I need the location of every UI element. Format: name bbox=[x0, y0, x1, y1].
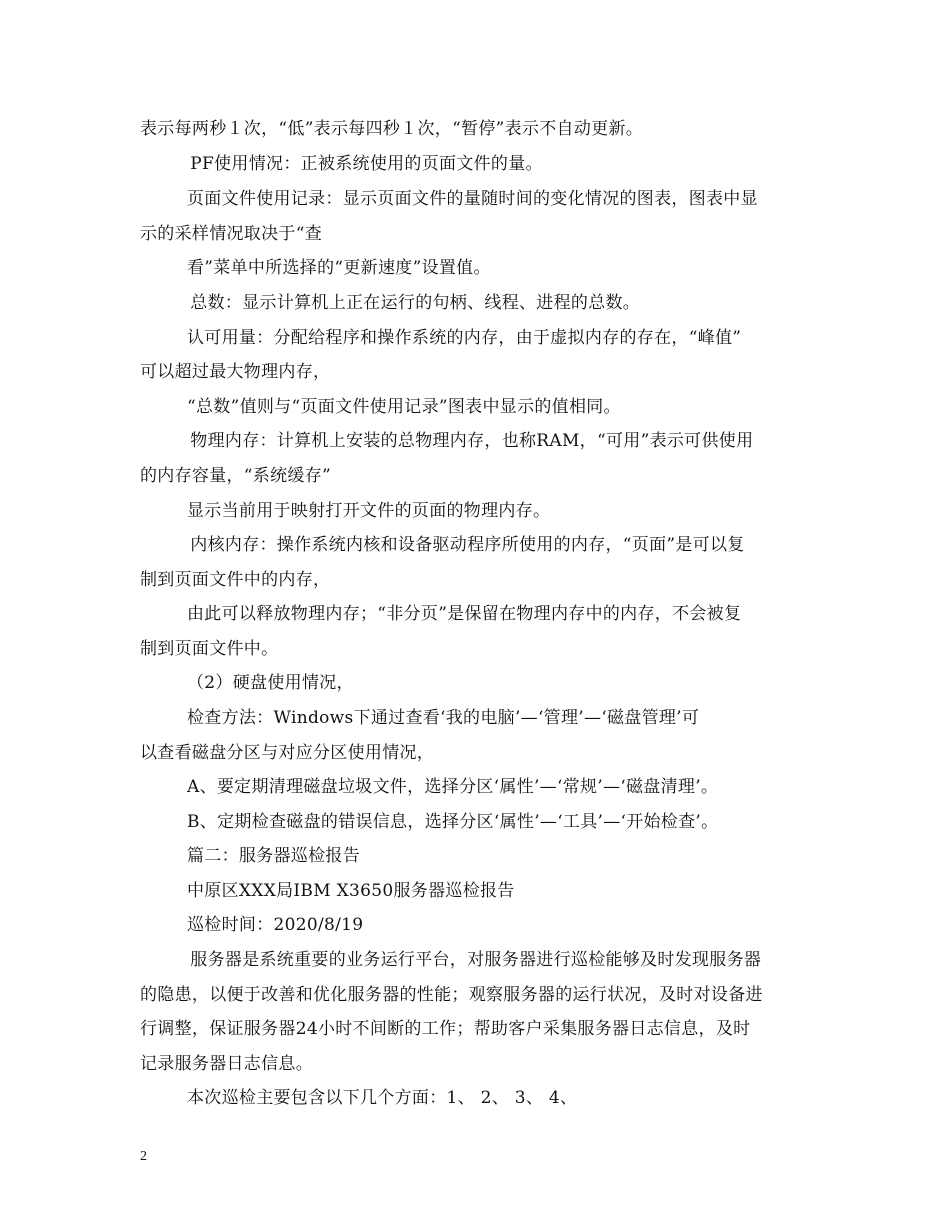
text-line: 的内存容量，“系统缓存” bbox=[140, 466, 331, 486]
text-line: 检查方法：Windows下通过查看‘我的电脑’—‘管理’—‘磁盘管理’可 bbox=[187, 708, 700, 728]
text-line: A、要定期清理磁盘垃圾文件，选择分区‘属性’—‘常规’—‘磁盘清理’。 bbox=[187, 777, 719, 797]
text-line: 制到页面文件中的内存， bbox=[140, 570, 331, 590]
text-line: 以查看磁盘分区与对应分区使用情况， bbox=[140, 743, 435, 763]
text-line: 显示当前用于映射打开文件的页面的物理内存。 bbox=[187, 501, 551, 521]
text-line: “总数”值则与“页面文件使用记录”图表中显示的值相同。 bbox=[187, 397, 621, 417]
text-line: 的隐患，以便于改善和优化服务器的性能；观察服务器的运行状况，及时对设备进 bbox=[140, 985, 763, 1005]
text-line: 由此可以释放物理内存；“非分页”是保留在物理内存中的内存，不会被复 bbox=[187, 604, 742, 624]
inspection-date: 巡检时间：2020/8/19 bbox=[187, 915, 364, 935]
report-title: 中原区XXX局IBM X3650服务器巡检报告 bbox=[187, 881, 515, 901]
text-line: 行调整，保证服务器24小时不间断的工作；帮助客户采集服务器日志信息，及时 bbox=[140, 1019, 751, 1039]
text-line: 示的采样情况取决于“查 bbox=[140, 224, 322, 244]
text-line: 页面文件使用记录：显示页面文件的量随时间的变化情况的图表，图表中显 bbox=[187, 189, 758, 209]
text-line: B、定期检查磁盘的错误信息，选择分区‘属性’—‘工具’—‘开始检查’。 bbox=[187, 812, 719, 832]
text-line: 可以超过最大物理内存， bbox=[140, 362, 331, 382]
text-line: 看”菜单中所选择的“更新速度”设置值。 bbox=[187, 258, 491, 278]
text-line: 表示每两秒１次，“低”表示每四秒１次，“暂停”表示不自动更新。 bbox=[140, 119, 644, 139]
section-heading: 篇二：服务器巡检报告 bbox=[187, 846, 360, 866]
text-line: 内核内存：操作系统内核和设备驱动程序所使用的内存，“页面”是可以复 bbox=[173, 535, 745, 555]
text-line: 物理内存：计算机上安装的总物理内存，也称RAM，“可用”表示可供使用 bbox=[173, 431, 754, 451]
text-line: 服务器是系统重要的业务运行平台，对服务器进行巡检能够及时发现服务器 bbox=[173, 950, 762, 970]
section-heading: （2）硬盘使用情况， bbox=[187, 673, 354, 693]
text-line: 本次巡检主要包含以下几个方面：1、 2、 3、 4、 bbox=[187, 1088, 578, 1108]
page-number: 2 bbox=[140, 1149, 147, 1164]
text-line: 制到页面文件中。 bbox=[140, 639, 279, 659]
text-line: PF使用情况：正被系统使用的页面文件的量。 bbox=[173, 154, 543, 174]
text-line: 认可用量：分配给程序和操作系统的内存，由于虚拟内存的存在，“峰值” bbox=[187, 328, 742, 348]
text-line: 记录服务器日志信息。 bbox=[140, 1054, 313, 1074]
text-line: 总数：显示计算机上正在运行的句柄、线程、进程的总数。 bbox=[173, 293, 641, 313]
